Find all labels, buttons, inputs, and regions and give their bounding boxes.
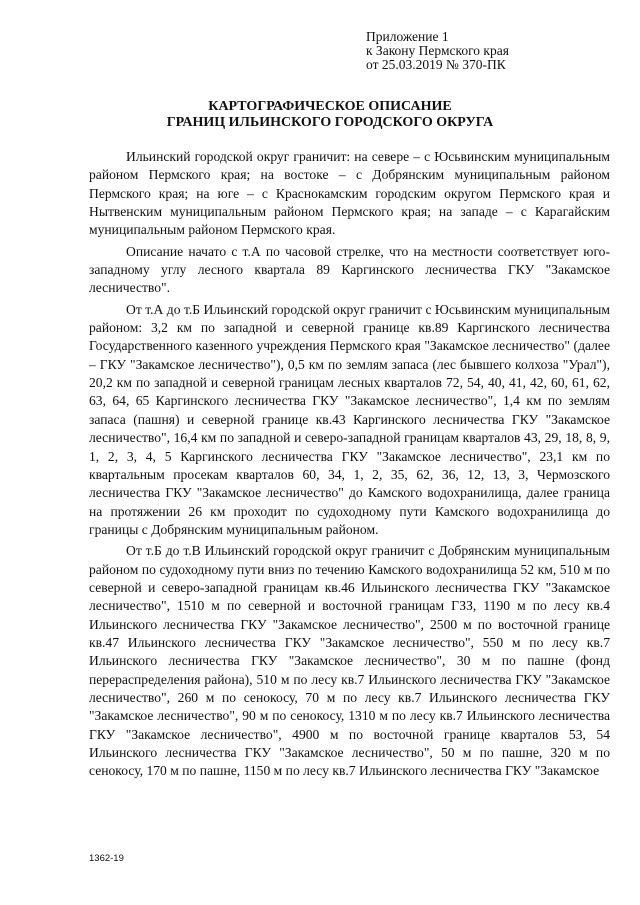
appendix-reference [366, 30, 616, 72]
appendix-number: Приложение 1 [366, 29, 449, 44]
paragraph-segment-a-b: От т.А до т.Б Ильинский городской округ граничит с Юсьвинским муниципальным районом: 3,2 км по западной и северной границе кв.89 Каргинского лесничества Государственного казенного учреждения Пермского края "Закамское лесничество" (далее – ГКУ "Закамское лесничество"), 0,5 км по землям запаса (лес бывшего колхоза "Урал"), 20,2 км по западной и северной границам лесных кварталов 72, 54, 40, 41, 42, 60, 61, 62, 63, 64, 65 Каргинского лесничества ГКУ "Закамское лесничество", 1,4 км по землям запаса (пашня) и северной границе кв.43 Каргинского лесничества ГКУ "Закамское лесничество", 16,4 км по западной и северо-западной границам кварталов 43, 29, 18, 8, 9, 1, 2, 3, 4, 5 Каргинского лесничества ГКУ "Закамское лесничество", 23,1 км по квартальным просекам кварталов 60, 34, 1, 2, 35, 62, 36, 12, 13, 3, Чермозского лесничества ГКУ "Закамское лесничество" до Камского водохранилища, далее граница на протяжении 26 км проходит по судоходному пути Камского водохранилища до границы с Добрянским муниципальным районом. [89, 301, 610, 537]
document-body [89, 148, 610, 784]
title-line-1: КАРТОГРАФИЧЕСКОЕ ОПИСАНИЕ [208, 99, 452, 114]
paragraph-neighbors: Ильинский городской округ граничит: на севере – с Юсьвинским муниципальным районом Пермского края; на востоке – с Добрянским муниципальным районом Пермского края; на юге – с Краснокамским городским округом Пермского края и Нытвенским муниципальным районом Пермского края; на западе – с Карагайским муниципальным районом Пермского края. [89, 149, 610, 238]
appendix-law: к Закону Пермского края [366, 43, 509, 58]
appendix-date: от 25.03.2019 № 370-ПК [366, 57, 506, 72]
document-title [60, 99, 600, 131]
document-code: 1362-19 [89, 853, 124, 864]
title-line-2: ГРАНИЦ ИЛЬИНСКОГО ГОРОДСКОГО ОКРУГА [166, 115, 494, 130]
paragraph-segment-b-c: От т.Б до т.В Ильинский городской округ граничит с Добрянским муниципальным районом по судоходному пути вниз по течению Камского водохранилища 52 км, 510 м по северной и северо-западной границам кв.46 Ильинского лесничества ГКУ "Закамское лесничество", 1510 м по северной и восточной границам ГЗЗ, 1190 м по лесу кв.4 Ильинского лесничества ГКУ "Закамское лесничество", 2500 м по восточной границе кв.47 Ильинского лесничества ГКУ "Закамское лесничество", 550 м по лесу кв.7 Ильинского лесничества ГКУ "Закамское лесничество", 30 м по пашне (фонд перераспределения района), 510 м по лесу кв.7 Ильинского лесничества ГКУ "Закамское лесничество", 260 м по сенокосу, 70 м по лесу кв.7 Ильинского лесничества ГКУ "Закамское лесничество", 90 м по сенокосу, 1310 м по лесу кв.7 Ильинского лесничества ГКУ "Закамское лесничество", 4900 м по восточной границе кварталов 53, 54 Ильинского лесничества ГКУ "Закамское лесничество", 50 м по пашне, 320 м по сенокосу, 170 м по пашне, 1150 м по лесу кв.7 Ильинского лесничества ГКУ "Закамское [89, 543, 610, 779]
paragraph-start-point: Описание начато с т.А по часовой стрелке, что на местности соответствует юго-западному углу лесного квартала 89 Каргинского лесничества ГКУ "Закамское лесничество". [89, 243, 610, 296]
